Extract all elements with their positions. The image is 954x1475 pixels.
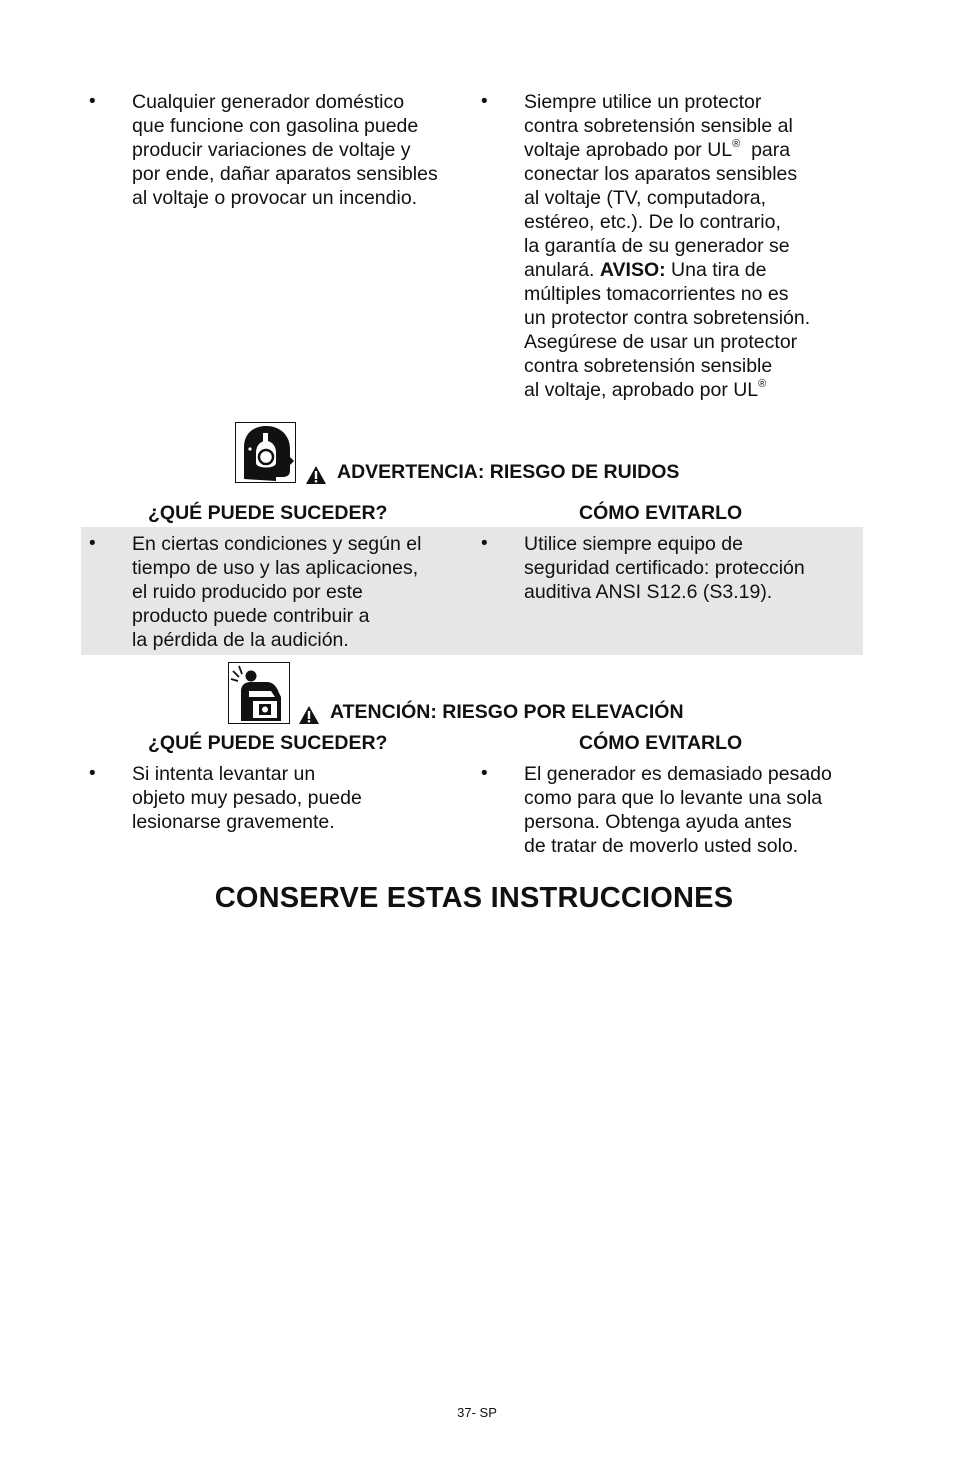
warning-triangle-icon <box>298 705 320 725</box>
page-number: 37- SP <box>457 1405 497 1420</box>
noise-how-heading: CÓMO EVITARLO <box>579 502 743 524</box>
lift-how-heading: CÓMO EVITARLO <box>579 732 743 754</box>
bullet: • <box>481 91 488 112</box>
bullet: • <box>89 763 96 784</box>
noise-how-text: Utilice siempre equipo de seguridad certificado: protección auditiva ANSI S12.6 (S3.19). <box>524 533 805 603</box>
bullet: • <box>481 763 488 784</box>
lift-what-heading: ¿QUÉ PUEDE SUCEDER? <box>148 732 388 754</box>
hearing-protection-icon <box>235 422 296 483</box>
lift-how-text: El generador es demasiado pesado como para que lo levante una sola persona. Obtenga ayuda antes de tratar de moverlo usted solo. <box>524 763 832 857</box>
noise-what-heading: ¿QUÉ PUEDE SUCEDER? <box>148 502 388 524</box>
save-instructions-title: CONSERVE ESTAS INSTRUCCIONES <box>214 882 734 914</box>
noise-what-text: En ciertas condiciones y según el tiempo de uso y las aplicaciones, el ruido producido por este producto puede contribuir a la pérdida de la audición. <box>132 533 422 651</box>
intro-right-text: Siempre utilice un protector contra sobretensión sensible al voltaje aprobado por UL® para conectar los aparatos sensibles al voltaje (TV, computadora, estéreo, etc.). De lo contrario, la garantía de su generador se anulará. AVISO: Una tira de múltiples tomacorrientes no es un protector contra sobretensión. Asegúrese de usar un protector contra sobretensión sensible al voltaje, aprobado por UL® <box>524 91 811 401</box>
bullet: • <box>89 533 96 554</box>
warning-triangle-icon <box>305 465 327 485</box>
bullet: • <box>481 533 488 554</box>
lift-caution-heading: ATENCIÓN: RIESGO POR ELEVACIÓN <box>330 701 684 723</box>
intro-left-text: Cualquier generador doméstico que funcione con gasolina puede producir variaciones de voltaje y por ende, dañar aparatos sensibles al voltaje o provocar un incendio. <box>132 91 438 209</box>
bullet: • <box>89 91 96 112</box>
lift-what-text: Si intenta levantar un objeto muy pesado, puede lesionarse gravemente. <box>132 763 362 833</box>
lifting-hazard-icon <box>228 662 290 724</box>
noise-warning-heading: ADVERTENCIA: RIESGO DE RUIDOS <box>337 461 680 483</box>
